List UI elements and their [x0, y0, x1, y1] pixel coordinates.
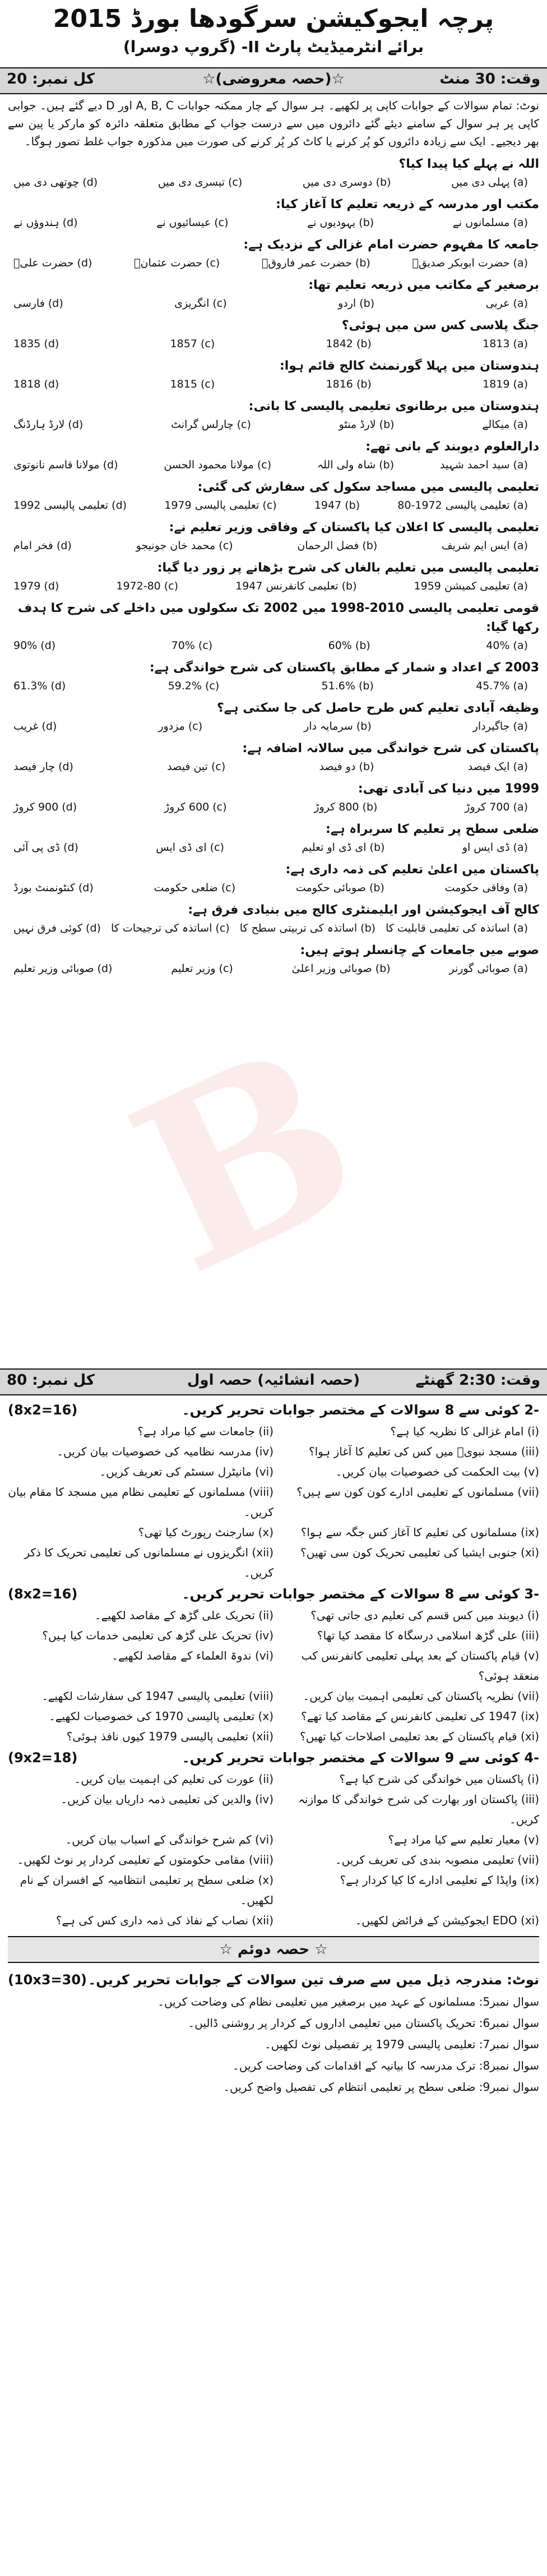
- objective-info-bar: [0, 67, 547, 94]
- mcq-option: (c) چارلس گرانٹ: [171, 418, 251, 431]
- short-question: (iii) علی گڑھ اسلامی درسگاہ کا مقصد کیا تھا؟: [317, 1629, 539, 1642]
- mcq-options-row: [8, 637, 539, 654]
- short-question: (xi) EDO ایجوکیشن کے فرائض لکھیں۔: [355, 1914, 539, 1927]
- mcq-options-row: [8, 497, 539, 514]
- short-question: (ii) تحریک علی گڑھ کے مقاصد لکھیے۔: [94, 1609, 274, 1622]
- short-question: (v) قیام پاکستان کے بعد پہلی تعلیمی کانفرنس کب منعقد ہوئی؟: [301, 1649, 539, 1683]
- mcq-option: (d) مولانا قاسم نانوتوی: [13, 459, 118, 471]
- long-question: سوال نمبر8: ترک مدرسہ کا بیانیہ کے اقدامات کی وضاحت کریں۔: [233, 2059, 539, 2072]
- subjective-info-bar: [0, 1368, 547, 1395]
- mcq-question: مکتب اور مدرسہ کے ذریعہ تعلیم کا آغاز کیا:: [276, 197, 539, 211]
- mcq-options-row: [8, 578, 539, 595]
- mcq-option: (c) تین فیصد: [167, 761, 226, 773]
- mcq-option: (a) میکالے: [482, 418, 528, 431]
- mcq-question: صوبے میں جامعات کے چانسلر ہوتے ہیں:: [300, 943, 539, 957]
- long-question: سوال نمبر6: تحریک پاکستان میں تعلیمی اداروں کے کردار پر روشنی ڈالیں۔: [188, 2016, 539, 2030]
- mcq-question: اللہ نے پہلے کیا پیدا کیا؟: [398, 157, 539, 171]
- mcq-option: (c) ای ڈی ایس: [156, 841, 224, 854]
- q2-heading: [8, 1399, 539, 1421]
- mcq-option: (a) 700 کروڑ: [465, 801, 528, 813]
- mcq-option: (d) 90%: [13, 639, 56, 652]
- short-question: (vi) مانیٹرل سسٹم کی تعریف کریں۔: [99, 1465, 274, 1478]
- mcq-question: جنگ پلاسی کس سن میں ہوئی؟: [341, 319, 539, 333]
- short-question: (ii) جامعات سے کیا مراد ہے؟: [137, 1425, 274, 1438]
- mcq-option: (a) 40%: [486, 639, 528, 652]
- mcq-options-row: [8, 879, 539, 896]
- mcq-option: (d) تعلیمی پالیسی 1992: [13, 499, 127, 511]
- short-question-row: [8, 1625, 539, 1646]
- mcq-option: (d) کوئی فرق نہیں: [13, 922, 101, 934]
- mcq-question: کالج آف ایجوکیشن اور ایلیمنٹری کالج میں بنیادی فرق ہے:: [188, 903, 539, 917]
- mcq-option: (c) تیسری دی میں: [157, 176, 243, 188]
- objective-section-title: ☆(حصہ معروضی)☆: [202, 71, 345, 87]
- q3-title: -3 کوئی سے 8 سوالات کے مختصر جوابات تحریر کریں۔: [182, 1586, 539, 1602]
- mcq-option: (a) سید احمد شہید: [440, 459, 528, 471]
- mcq-option: (b) اساتذہ کی تربیتی سطح کا: [239, 922, 376, 934]
- mcq-options-row: [8, 376, 539, 393]
- short-question: (xii) تعلیمی پالیسی 1979 کیوں نافذ ہوئی؟: [66, 1730, 274, 1743]
- mcq-option: (d) چار فیصد: [13, 761, 73, 773]
- q3-marks: (8x2=16): [8, 1586, 78, 1602]
- mcq-option: (a) ایک فیصد: [467, 761, 528, 773]
- mcq-options-row: [8, 718, 539, 735]
- objective-total-marks: کل نمبر: 20: [7, 71, 95, 87]
- short-question: (ix) مسلمانوں کی تعلیم کا آغاز کس جگہ سے ہوا؟: [300, 1526, 539, 1539]
- mcq-question: قومی تعلیمی پالیسی 2010-1998 میں 2002 تک سکولوں میں داخلے کی شرح کا ہدف رکھا گیا:: [17, 601, 539, 634]
- mcq-option: (b) دوسری دی میں: [302, 176, 391, 188]
- mcq-option: (a) مسلمانوں نے: [452, 216, 528, 229]
- mcq-options-row: [8, 174, 539, 191]
- short-question-row: [8, 1462, 539, 1482]
- subjective-section: [0, 1399, 547, 2098]
- mcq-options-row: [8, 295, 539, 312]
- mcq-option: (b) 60%: [328, 639, 370, 652]
- mcq-option: (c) 600 کروڑ: [164, 801, 227, 813]
- mcq-option: (c) حضرت عثمانؓ: [134, 257, 220, 269]
- mcq-option: (b) 1816: [326, 378, 372, 390]
- mcq-option: (b) سرمایہ دار: [304, 720, 372, 732]
- mcq-option: (b) لارڈ منٹو: [339, 418, 395, 431]
- short-question: (viii) مقامی حکومتوں کے تعلیمی کردار پر نوٹ لکھیں۔: [17, 1853, 274, 1867]
- short-question: (vi) کم شرح خواندگی کے اسباب بیان کریں۔: [65, 1833, 274, 1846]
- mcq-option: (d) 900 کروڑ: [13, 801, 77, 813]
- mcq-question: ضلعی سطح پر تعلیم کا سربراہ ہے:: [326, 822, 539, 836]
- long-question-list: [8, 1991, 539, 2098]
- q2-title: -2 کوئی سے 8 سوالات کے مختصر جوابات تحریر کریں۔: [182, 1402, 539, 1418]
- short-question-row: [8, 1706, 539, 1726]
- mcq-question: 2003 کے اعداد و شمار کے مطابق پاکستان کی شرح خواندگی ہے:: [149, 661, 539, 675]
- mcq-options-row: [8, 960, 539, 977]
- short-question-row: [8, 1870, 539, 1910]
- mcq-option: (d) حضرت علیؓ: [13, 257, 92, 269]
- mcq-option: (d) ڈی پی آئی: [13, 841, 78, 854]
- short-question: (iii) پاکستان اور بھارت کی شرح خواندگی کا موازنہ کریں۔: [298, 1792, 539, 1826]
- mcq-option: (d) ہندوؤں نے: [13, 216, 78, 229]
- short-question: (i) پاکستان میں خواندگی کی شرح کیا ہے؟: [339, 1772, 539, 1786]
- mcq-question: تعلیمی پالیسی میں مساجد سکول کی سفارش کی گئی:: [197, 480, 539, 494]
- mcq-option: (c) تعلیمی پالیسی 1979: [164, 499, 277, 511]
- mcq-option: (a) ایس ایم شریف: [442, 540, 528, 552]
- mcq-option: (d) 61.3%: [13, 680, 66, 692]
- q2-marks: (8x2=16): [8, 1402, 78, 1418]
- paper-title: پرچہ ایجوکیشن سرگودھا بورڈ 2015: [53, 4, 494, 33]
- subjective-time: وقت: 2:30 گھنٹے: [415, 1372, 540, 1389]
- mcq-option: (a) اساتذہ کی تعلیمی قابلیت کا: [386, 922, 528, 934]
- mcq-option: (b) صوبائی وزیر اعلیٰ: [291, 962, 391, 975]
- short-question: (iv) والدین کی تعلیمی ذمہ داریاں بیان کریں۔: [61, 1792, 274, 1806]
- mcq-option: (d) صوبائی وزیر تعلیم: [13, 962, 113, 975]
- mcq-option: (c) انگریزی: [174, 297, 227, 310]
- q4-title: -4 کوئی سے 9 سوالات کے مختصر جوابات تحریر کریں۔: [182, 1750, 539, 1766]
- mcq-option: (b) 1947: [314, 499, 360, 511]
- mcq-option: (a) عربی: [485, 297, 528, 310]
- svg-text:B: B: [97, 992, 395, 1327]
- mcq-option: (c) 1815: [170, 378, 215, 390]
- mcq-option: (c) وزیر تعلیم: [171, 962, 233, 975]
- q3-list: [8, 1605, 539, 1746]
- mcq-option: (d) غریب: [13, 720, 57, 732]
- mcq-options-row: [8, 758, 539, 775]
- mcq-options-row: [8, 799, 539, 815]
- short-question: (iv) مدرسہ نظامیہ کی خصوصیات بیان کریں۔: [57, 1445, 274, 1458]
- part2-title: ☆ حصہ دوئم ☆: [8, 1936, 539, 1963]
- part2-heading: [8, 1969, 539, 1991]
- mcq-question: دارالعلوم دیوبند کے بانی تھے:: [365, 440, 539, 454]
- mcq-question: 1999 میں دنیا کی آبادی تھی:: [358, 782, 539, 796]
- short-question-row: [8, 1830, 539, 1850]
- mcq-options-row: [8, 537, 539, 554]
- mcq-question: تعلیمی پالیسی کا اعلان کیا پاکستان کے وفاقی وزیر تعلیم نے:: [169, 520, 539, 534]
- mcq-options-row: [8, 678, 539, 694]
- short-question: (vii) مسلمانوں کے تعلیمی ادارے کون کون سے ہیں؟: [296, 1485, 539, 1499]
- mcq-option: (a) جاگیردار: [472, 720, 528, 732]
- objective-section: [0, 96, 547, 977]
- short-question: (vii) نظریہ پاکستان کی تعلیمی اہمیت بیان کریں۔: [303, 1689, 539, 1703]
- mcq-option: (d) 1818: [13, 378, 59, 390]
- long-question: سوال نمبر7: تعلیمی پالیسی 1979 پر تفصیلی نوٹ لکھیں۔: [264, 2038, 539, 2051]
- mcq-option: (b) 1842: [326, 338, 372, 350]
- mcq-option: (c) اساتذہ کی ترجیحات کا: [110, 922, 230, 934]
- short-question: (x) ضلعی سطح پر تعلیمی انتظامیہ کے افسران کے نام لکھیں۔: [20, 1873, 274, 1907]
- objective-note: نوٹ: تمام سوالات کے جوابات کاپی پر لکھیے۔ ہر سوال کے چار ممکنہ جوابات A, B, C اور D دیے گئے ہیں۔ جوابی کاپی پر ہر سوال کے سامنے دیئے گئے دائروں میں سے درست جواب کے مطابق متعلقہ دائرہ کو مارکر یا پین سے بھر دیجیے۔ ایک سے زیادہ دائروں کو پُر کرنے یا کاٹ کر پُر کرنے کی صورت میں مذکورہ جواب غلط تصور ہوگا۔: [8, 99, 539, 148]
- short-question: (vi) ندوۃ العلماء کے مقاصد لکھیے۔: [112, 1649, 274, 1662]
- mcq-option: (c) 1972-80: [116, 580, 179, 592]
- long-question: سوال نمبر9: ضلعی سطح پر تعلیمی انتظام کی تفصیل واضح کریں۔: [223, 2080, 539, 2094]
- mcq-option: (a) تعلیمی کمیشن 1959: [414, 580, 528, 592]
- short-question: (ii) عورت کی تعلیم کی اہمیت بیان کریں۔: [74, 1772, 274, 1786]
- short-question-row: [8, 1789, 539, 1830]
- mcq-option: (c) ضلعی حکومت: [154, 882, 236, 894]
- mcq-option: (d) 1835: [13, 338, 59, 350]
- mcq-option: (c) 59.2%: [168, 680, 220, 692]
- short-question-row: [8, 1769, 539, 1789]
- mcq-option: (a) صوبائی گورنر: [449, 962, 528, 975]
- mcq-option: (b) دو فیصد: [319, 761, 374, 773]
- short-question: (i) امام غزالی کا نظریہ کیا ہے؟: [390, 1425, 539, 1438]
- subjective-total-marks: کل نمبر: 80: [7, 1372, 95, 1389]
- mcq-options-row: [8, 920, 539, 937]
- short-question: (iv) تحریک علی گڑھ کی تعلیمی خدمات کیا ہیں؟: [42, 1629, 274, 1642]
- mcq-option: (d) فخر امام: [13, 540, 72, 552]
- short-question: (xii) نصاب کے نفاذ کی ذمہ داری کس کی ہے؟: [55, 1914, 274, 1927]
- short-question-row: [8, 1646, 539, 1686]
- mcq-option: (b) ای ڈی او تعلیم: [302, 841, 385, 854]
- mcq-option: (b) فضل الرحمان: [297, 540, 378, 552]
- short-question: (iii) مسجد نبویؐ میں کس کی تعلیم کا آغاز ہوا؟: [308, 1445, 539, 1458]
- short-question: (x) سارجنٹ رپورٹ کیا تھی؟: [138, 1526, 274, 1539]
- mcq-option: (c) مولانا محمود الحسن: [164, 459, 272, 471]
- short-question: (xi) قیام پاکستان کے بعد تعلیمی اصلاحات کیا تھیں؟: [300, 1730, 539, 1743]
- mcq-question: جامعہ کا مفہوم حضرت امام غزالی کے نزدیک ہے:: [243, 238, 539, 252]
- mcq-option: (a) 1813: [483, 338, 528, 350]
- short-question-row: [8, 1850, 539, 1870]
- subjective-section-title: (حصہ انشائیہ) حصہ اول: [187, 1372, 360, 1389]
- mcq-options-row: [8, 839, 539, 856]
- mcq-option: (b) صوبائی حکومت: [295, 882, 384, 894]
- paper-subtitle: برائے انٹرمیڈیٹ پارٹ II- (گروپ دوسرا): [123, 38, 424, 56]
- mcq-option: (b) حضرت عمر فاروقؓ: [262, 257, 370, 269]
- short-question: (vii) تعلیمی منصوبہ بندی کی تعریف کریں۔: [335, 1853, 539, 1867]
- mcq-option: (d) فارسی: [13, 297, 63, 310]
- mcq-option: (d) کنٹونمنٹ بورڈ: [13, 882, 94, 894]
- short-question: (ix) واپڈا کے تعلیمی ادارے کا کیا کردار ہے؟: [340, 1873, 539, 1887]
- q4-list: [8, 1769, 539, 1930]
- mcq-options-row: [8, 335, 539, 352]
- short-question-row: [8, 1605, 539, 1625]
- short-question-row: [8, 1421, 539, 1441]
- short-question: (xii) انگریزوں نے مسلمانوں کی تعلیمی تحریک کا ذکر کریں۔: [24, 1546, 274, 1579]
- mcq-option: (b) شاہ ولی اللہ: [317, 459, 395, 471]
- mcq-option: (a) پہلی دی میں: [451, 176, 528, 188]
- short-question: (ix) 1947 کی تعلیمی کانفرنس کے مقاصد کیا تھے؟: [301, 1709, 539, 1723]
- q3-heading: [8, 1583, 539, 1605]
- part2-marks: (10x3=30): [8, 1972, 87, 1988]
- mcq-option: (a) وفاقی حکومت: [444, 882, 528, 894]
- short-question: (x) تعلیمی پالیسی 1970 کی خصوصیات لکھیے۔: [49, 1709, 274, 1723]
- mcq-option: (c) مزدور: [158, 720, 203, 732]
- short-question-row: [8, 1522, 539, 1542]
- mcq-option: (a) ڈی ایس او: [462, 841, 528, 854]
- mcq-option: (c) عیسائیوں نے: [156, 216, 229, 229]
- q2-list: [8, 1421, 539, 1583]
- short-question-row: [8, 1441, 539, 1462]
- mcq-option: (d) چوتھی دی میں: [13, 176, 98, 188]
- mcq-option: (b) 800 کروڑ: [314, 801, 378, 813]
- mcq-question: ہندوستان میں پہلا گورنمنٹ کالج قائم ہوا:: [279, 359, 539, 373]
- mcq-option: (a) 1819: [483, 378, 528, 390]
- short-question: (i) دیوبند میں کس قسم کی تعلیم دی جاتی تھی؟: [310, 1609, 539, 1622]
- mcq-option: (b) تعلیمی کانفرنس 1947: [235, 580, 357, 592]
- short-question-row: [8, 1482, 539, 1522]
- long-question: سوال نمبر5: مسلمانوں کے عہد میں برصغیر میں تعلیمی نظام کی وضاحت کریں۔: [157, 1995, 539, 2008]
- mcq-option: (c) محمد خان جونیجو: [136, 540, 233, 552]
- q4-heading: [8, 1746, 539, 1769]
- mcq-option: (a) حضرت ابوبکر صدیقؓ: [412, 257, 528, 269]
- short-question-row: [8, 1542, 539, 1583]
- short-question: (viii) مسلمانوں کے تعلیمی نظام میں مسجد کا مقام بیان کریں۔: [8, 1485, 274, 1519]
- mcq-question: برصغیر کے مکاتب میں ذریعہ تعلیم تھا:: [308, 278, 539, 292]
- mcq-option: (c) 1857: [170, 338, 215, 350]
- mcq-option: (d) لارڈ ہارڈنگ: [13, 418, 84, 431]
- mcq-options-row: [8, 214, 539, 231]
- mcq-option: (a) تعلیمی پالیسی 1972-80: [397, 499, 528, 511]
- paper-header: [0, 0, 547, 67]
- q4-marks: (9x2=18): [8, 1750, 78, 1766]
- mcq-option: (b) اردو: [338, 297, 375, 310]
- short-question-row: [8, 1910, 539, 1930]
- mcq-list: [8, 155, 539, 977]
- mcq-options-row: [8, 416, 539, 433]
- mcq-question: پاکستان میں اعلیٰ تعلیم کی ذمہ داری ہے:: [285, 863, 539, 877]
- mcq-option: (b) 51.6%: [321, 680, 374, 692]
- short-question: (v) بیت الحکمت کی خصوصیات بیان کریں۔: [335, 1465, 539, 1478]
- short-question: (viii) تعلیمی پالیسی 1947 کی سفارشات لکھیے۔: [41, 1689, 274, 1703]
- mcq-option: (c) 70%: [171, 639, 213, 652]
- mcq-question: پاکستان کی شرح خواندگی میں سالانہ اضافہ ہے:: [242, 741, 539, 755]
- short-question-row: [8, 1686, 539, 1706]
- short-question: (v) معیار تعلیم سے کیا مراد ہے؟: [388, 1833, 539, 1846]
- mcq-question: ہندوستان میں برطانوی تعلیمی پالیسی کا بانی:: [248, 399, 539, 413]
- mcq-options-row: [8, 255, 539, 271]
- short-question-row: [8, 1726, 539, 1746]
- mcq-question: تعلیمی پالیسی میں تعلیم بالغاں کی شرح بڑھانے پر زور دیا گیا:: [157, 561, 539, 575]
- mcq-option: (b) یہودیوں نے: [307, 216, 374, 229]
- mcq-option: (a) 45.7%: [476, 680, 528, 692]
- short-question: (xi) جنوبی ایشیا کی تعلیمی تحریک کون سی تھیں؟: [300, 1546, 539, 1559]
- mcq-options-row: [8, 457, 539, 473]
- mcq-question: وظیفہ آبادی تعلیم کس طرح حاصل کی جا سکتی ہے؟: [217, 701, 539, 715]
- part2-note: نوٹ: مندرجہ ذیل میں سے صرف تین سوالات کے جوابات تحریر کریں۔: [88, 1972, 539, 1988]
- mcq-option: (d) 1979: [13, 580, 59, 592]
- objective-time: وقت: 30 منٹ: [439, 71, 540, 87]
